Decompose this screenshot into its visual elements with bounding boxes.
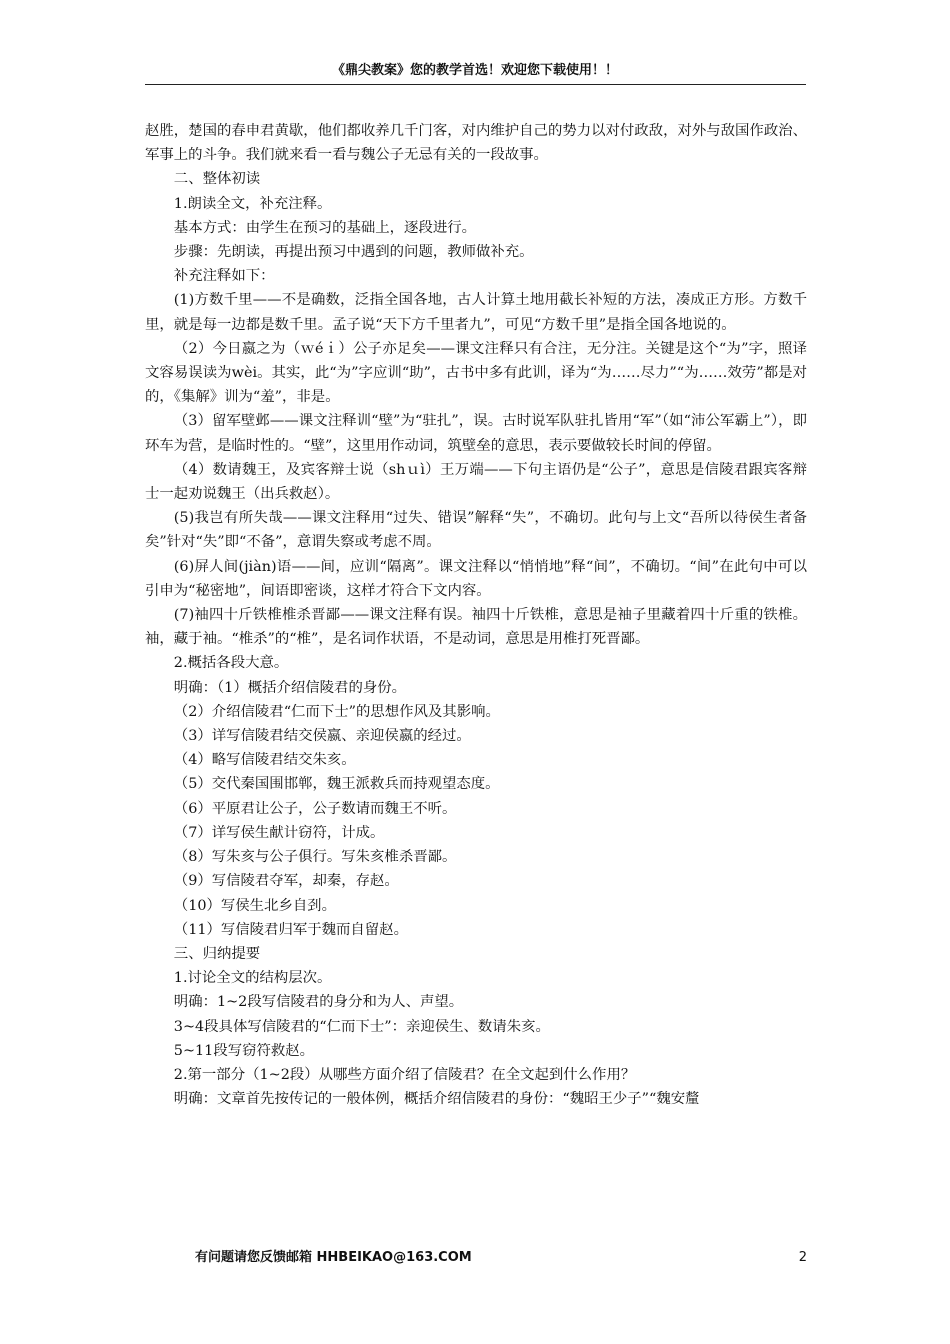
paragraph: 补充注释如下： [173,268,275,285]
paragraph: 明确：1~2段写信陵君的身分和为人、声望。 [173,994,464,1011]
paragraph: 明确：文章首先按传记的一般体例，概括介绍信陵君的身份：“魏昭王少子”“魏安釐 [173,1091,700,1108]
annotation-item: (1)方数千里——不是确数，泛指全国各地，古人计算土地用截长补短的方法，凑成正方形。方数千里，就是每一边都是数千里。孟子说“天下方千里者九”，可见“方数千里”是指全国各地说的。 [145,292,807,333]
paragraph: 1.朗读全文，补充注释。 [173,195,332,212]
summary-item: （3）详写信陵君结交侯嬴、亲迎侯嬴的经过。 [173,728,471,745]
annotation-item: (5)我岂有所失哉——课文注释用“过失、错误”解释“失”，不确切。此句与上文“吾所以待侯生者备矣”针对“失”即“不备”，意谓失察或考虑不周。 [145,510,808,551]
annotation-item: （2）今日嬴之为（ｗéｉ）公子亦足矣——课文注释只有合注，无分注。关键是这个“为”字，照译文容易误读为wèi。其实，此“为”字应训“助”，古书中多有此训，译为“为……尽力”“为……效劳”都是对的，《集解》训为“羞”，非是。 [145,340,807,406]
summary-item: （9）写信陵君夺军，却秦，存赵。 [173,873,399,890]
paragraph: 5~11段写窃符救赵。 [173,1042,315,1059]
summary-item: （4）略写信陵君结交朱亥。 [173,752,356,769]
paragraph: 2.第一部分（1~2段）从哪些方面介绍了信陵君？在全文起到什么作用？ [173,1066,636,1083]
summary-item: 明确：（1）概括介绍信陵君的身份。 [173,679,407,696]
feedback-email: 有问题请您反馈邮箱 HHBEIKAO@163.COM [195,1250,472,1265]
document-body [145,119,807,1111]
paragraph: 基本方式：由学生在预习的基础上，逐段进行。 [173,219,477,236]
page-footer [195,1249,807,1267]
paragraph: 1.讨论全文的结构层次。 [173,970,332,987]
summary-item: （8）写朱亥与公子俱行。写朱亥椎杀晋鄙。 [173,849,457,866]
annotation-item: （3）留军壁邺——课文注释训“壁”为“驻扎”，误。古时说军队驻扎皆用“军”（如“沛公军霸上”），即环车为营，是临时性的。“壁”，这里用作动词，筑壁垒的意思，表示要做较长时间的停留。 [145,413,807,454]
paragraph: 3~4段具体写信陵君的“仁而下士”：亲迎侯生、数请朱亥。 [173,1018,550,1035]
section-heading: 二、整体初读 [173,171,261,188]
paragraph: 赵胜，楚国的春申君黄歇，他们都收养几千门客，对内维护自己的势力以对付政敌，对外与敌国作政治、军事上的斗争。我们就来看一看与魏公子无忌有关的一段故事。 [145,123,807,164]
annotation-item: (7)袖四十斤铁椎椎杀晋鄙——课文注释有误。袖四十斤铁椎，意思是袖子里藏着四十斤重的铁椎。袖，藏于袖。“椎杀”的“椎”，是名词作状语，不是动词，意思是用椎打死晋鄙。 [145,607,807,648]
annotation-item: （4）数请魏王，及宾客辩士说（shｕì）王万端——下句主语仍是“公子”，意思是信陵君跟宾客辩士一起劝说魏王（出兵救赵）。 [145,461,807,503]
section-heading: 三、归纳提要 [173,945,261,962]
annotation-item: (6)屏人间(jiàn)语——间，应训“隔离”。课文注释以“悄悄地”释“间”，不确切。“间”在此句中可以引申为“秘密地”，间语即密谈，这样才符合下文内容。 [145,558,807,599]
paragraph: 2.概括各段大意。 [173,655,289,672]
summary-item: （5）交代秦国围邯郸，魏王派救兵而持观望态度。 [173,776,500,793]
summary-item: （2）介绍信陵君“仁而下士”的思想作风及其影响。 [173,703,500,720]
header-divider [145,84,806,85]
summary-item: （6）平原君让公子，公子数请而魏王不听。 [173,800,457,817]
page-header: 《鼎尖教案》您的教学首选！欢迎您下载使用！！ [331,63,618,78]
summary-item: （11）写信陵君归军于魏而自留赵。 [173,921,408,938]
summary-item: （10）写侯生北乡自刭。 [173,897,337,914]
summary-item: （7）详写侯生献计窃符，计成。 [173,824,385,841]
page-number: 2 [798,1250,807,1265]
paragraph: 步骤：先朗读，再提出预习中遇到的问题，教师做补充。 [173,244,534,261]
